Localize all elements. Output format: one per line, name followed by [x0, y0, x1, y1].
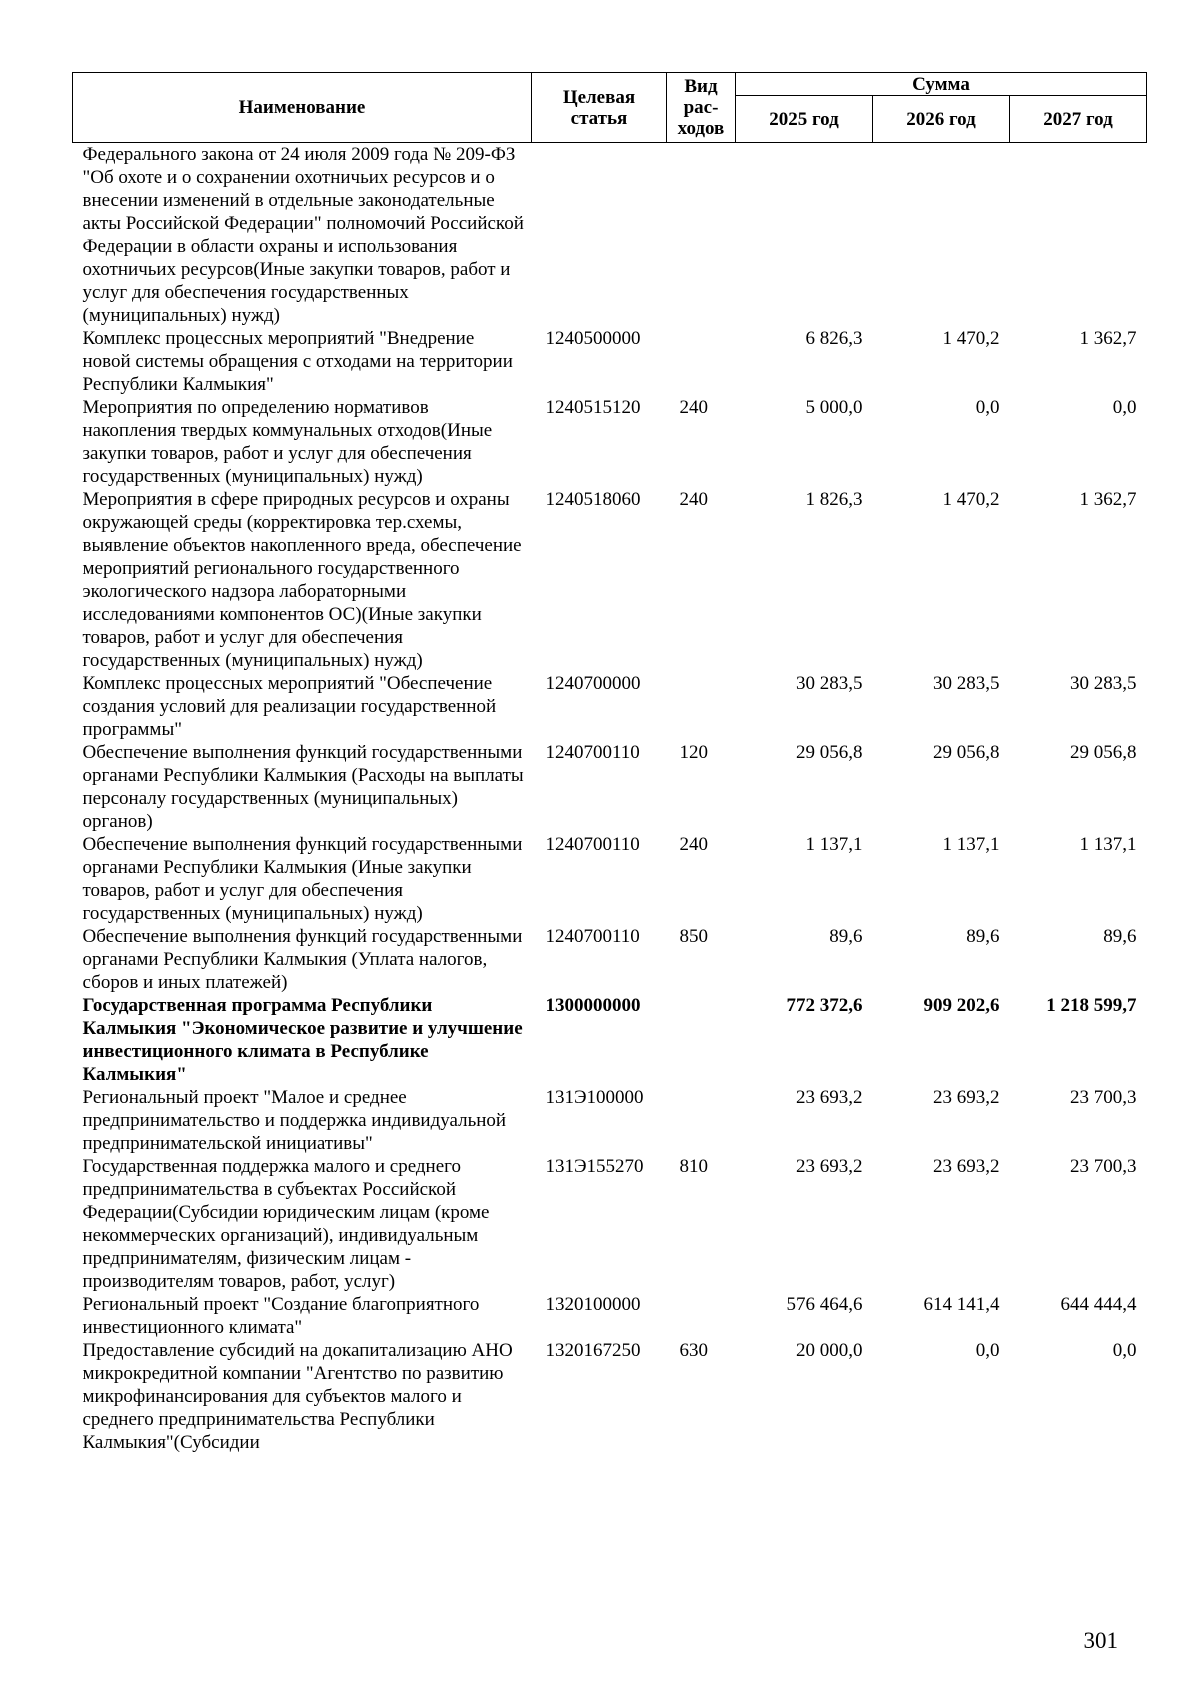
cell-article	[532, 143, 667, 328]
cell-name: Региональный проект "Малое и среднее предпринимательство и поддержка индивидуальной предпринимательской инициативы"	[82, 1087, 507, 1154]
cell-name: Предоставление субсидий на докапитализацию АНО микрокредитной компании "Агентство по развитию микрофинансирования для субъектов малого и среднего предпринимательства Республики Калмыкия"(Субсидии	[82, 1340, 513, 1453]
cell-name: Мероприятия в сфере природных ресурсов и охраны окружающей среды (корректировка тер.схемы, выявление объектов накопленного вреда, обеспечение мероприятий регионального государственного экологического надзора лабораторными исследованиями компонентов ОС)(Иные закупки товаров, работ и услуг для обеспечения государственных (муниципальных) нужд)	[82, 489, 522, 671]
cell-vid: 120	[679, 742, 708, 763]
header-vid: Вид рас-ходов	[667, 73, 736, 143]
cell-name: Мероприятия по определению нормативов накопления твердых коммунальных отходов(Иные закупки товаров, работ и услуг для обеспечения государственных (муниципальных) нужд)	[82, 397, 493, 487]
cell-vid: 240	[679, 834, 708, 855]
table-header	[73, 73, 1147, 143]
cell-article: 1320100000	[545, 1294, 641, 1315]
cell-name: Государственная программа Республики Калмыкия "Экономическое развитие и улучшение инвестиционного климата в Республике Калмыкия"	[82, 995, 523, 1085]
cell-2026: 0,0	[975, 397, 1000, 418]
cell-2025: 1 826,3	[805, 489, 863, 510]
cell-2027: 29 056,8	[1070, 742, 1137, 763]
cell-article: 1240500000	[545, 328, 641, 349]
cell-name: Государственная поддержка малого и среднего предпринимательства в субъектах Российской Федерации(Субсидии юридическим лицам (кроме некоммерческих организаций), индивидуальным предпринимателям, физическим лицам - производителям товаров, работ, услуг)	[82, 1156, 490, 1292]
cell-2027: 1 362,7	[1079, 328, 1137, 349]
cell-2025: 6 826,3	[805, 328, 863, 349]
cell-2026: 1 137,1	[942, 834, 1000, 855]
cell-article: 1300000000	[545, 995, 641, 1016]
cell-vid: 240	[679, 489, 708, 510]
cell-2027: 23 700,3	[1070, 1156, 1137, 1177]
header-name: Наименование	[73, 73, 532, 143]
cell-2025: 23 693,2	[796, 1087, 863, 1108]
cell-article: 131Э155270	[545, 1156, 644, 1177]
header-year-2027: 2027 год	[1010, 96, 1147, 143]
table-row	[73, 396, 1147, 488]
cell-vid	[667, 994, 736, 1086]
cell-name: Региональный проект "Создание благоприятного инвестиционного климата"	[82, 1294, 480, 1338]
cell-article: 1240518060	[545, 489, 641, 510]
cell-2026: 89,6	[966, 926, 1000, 947]
table-row	[73, 925, 1147, 994]
cell-2026: 23 693,2	[933, 1087, 1000, 1108]
cell-2026: 614 141,4	[923, 1294, 1000, 1315]
header-year-2026: 2026 год	[873, 96, 1010, 143]
cell-2025: 89,6	[829, 926, 863, 947]
cell-2027: 23 700,3	[1070, 1087, 1137, 1108]
cell-2026	[873, 143, 1010, 328]
cell-name: Федерального закона от 24 июля 2009 года № 209-ФЗ "Об охоте и о сохранении охотничьих ресурсов и о внесении изменений в отдельные законодательные акты Российской Федерации" полномочий Российской Федерации в области охраны и использования охотничьих ресурсов(Иные закупки товаров, работ и услуг для обеспечения государственных (муниципальных) нужд)	[82, 144, 524, 326]
cell-2025: 20 000,0	[796, 1340, 863, 1361]
header-year-2025: 2025 год	[736, 96, 873, 143]
cell-article: 1240700110	[545, 834, 640, 855]
table-row	[73, 994, 1147, 1086]
cell-vid	[667, 1086, 736, 1155]
cell-vid	[667, 1293, 736, 1339]
header-sum: Сумма	[736, 73, 1147, 96]
table-row	[73, 143, 1147, 328]
cell-vid: 810	[679, 1156, 708, 1177]
cell-2027: 644 444,4	[1060, 1294, 1137, 1315]
cell-2025: 5 000,0	[805, 397, 863, 418]
cell-vid	[667, 143, 736, 328]
cell-2027: 1 137,1	[1079, 834, 1137, 855]
cell-name: Обеспечение выполнения функций государственными органами Республики Калмыкия (Иные закупки товаров, работ и услуг для обеспечения государственных (муниципальных) нужд)	[82, 834, 523, 924]
table-row	[73, 1086, 1147, 1155]
cell-vid	[667, 672, 736, 741]
budget-table	[72, 72, 1147, 1454]
cell-article: 1240700110	[545, 926, 640, 947]
cell-2025: 576 464,6	[786, 1294, 863, 1315]
table-row	[73, 741, 1147, 833]
table-row	[73, 672, 1147, 741]
cell-2025: 29 056,8	[796, 742, 863, 763]
cell-2026: 29 056,8	[933, 742, 1000, 763]
cell-2025: 30 283,5	[796, 673, 863, 694]
cell-name: Обеспечение выполнения функций государственными органами Республики Калмыкия (Уплата налогов, сборов и иных платежей)	[82, 926, 523, 993]
cell-article: 1240700110	[545, 742, 640, 763]
table-row	[73, 1293, 1147, 1339]
cell-article: 1240515120	[545, 397, 641, 418]
cell-vid: 240	[679, 397, 708, 418]
cell-2027	[1010, 143, 1147, 328]
table-body	[73, 143, 1147, 1455]
cell-vid	[667, 327, 736, 396]
cell-article: 1320167250	[545, 1340, 641, 1361]
cell-article: 131Э100000	[545, 1087, 644, 1108]
cell-2026: 30 283,5	[933, 673, 1000, 694]
table-row	[73, 327, 1147, 396]
table-row	[73, 488, 1147, 672]
cell-2025: 23 693,2	[796, 1156, 863, 1177]
cell-name: Обеспечение выполнения функций государственными органами Республики Калмыкия (Расходы на выплаты персоналу государственных (муниципальных) органов)	[82, 742, 524, 832]
cell-name: Комплекс процессных мероприятий "Обеспечение создания условий для реализации государственной программы"	[82, 673, 497, 740]
cell-vid: 850	[679, 926, 708, 947]
cell-article: 1240700000	[545, 673, 641, 694]
table-row	[73, 833, 1147, 925]
cell-name: Комплекс процессных мероприятий "Внедрение новой системы обращения с отходами на территории Республики Калмыкия"	[82, 328, 513, 395]
cell-2026: 909 202,6	[923, 995, 1000, 1016]
cell-2026: 1 470,2	[942, 489, 1000, 510]
cell-2025: 772 372,6	[786, 995, 863, 1016]
cell-vid: 630	[679, 1340, 708, 1361]
cell-2027: 1 362,7	[1079, 489, 1137, 510]
cell-2026: 0,0	[975, 1340, 1000, 1361]
cell-2026: 1 470,2	[942, 328, 1000, 349]
cell-2027: 30 283,5	[1070, 673, 1137, 694]
cell-2026: 23 693,2	[933, 1156, 1000, 1177]
table-row	[73, 1155, 1147, 1293]
cell-2025: 1 137,1	[805, 834, 863, 855]
cell-2027: 0,0	[1112, 1340, 1137, 1361]
cell-2027: 89,6	[1103, 926, 1137, 947]
header-article: Целевая статья	[532, 73, 667, 143]
page-number: 301	[1083, 1628, 1118, 1653]
cell-2027: 1 218 599,7	[1046, 995, 1137, 1016]
cell-2025	[736, 143, 873, 328]
table-row	[73, 1339, 1147, 1454]
cell-2027: 0,0	[1112, 397, 1137, 418]
